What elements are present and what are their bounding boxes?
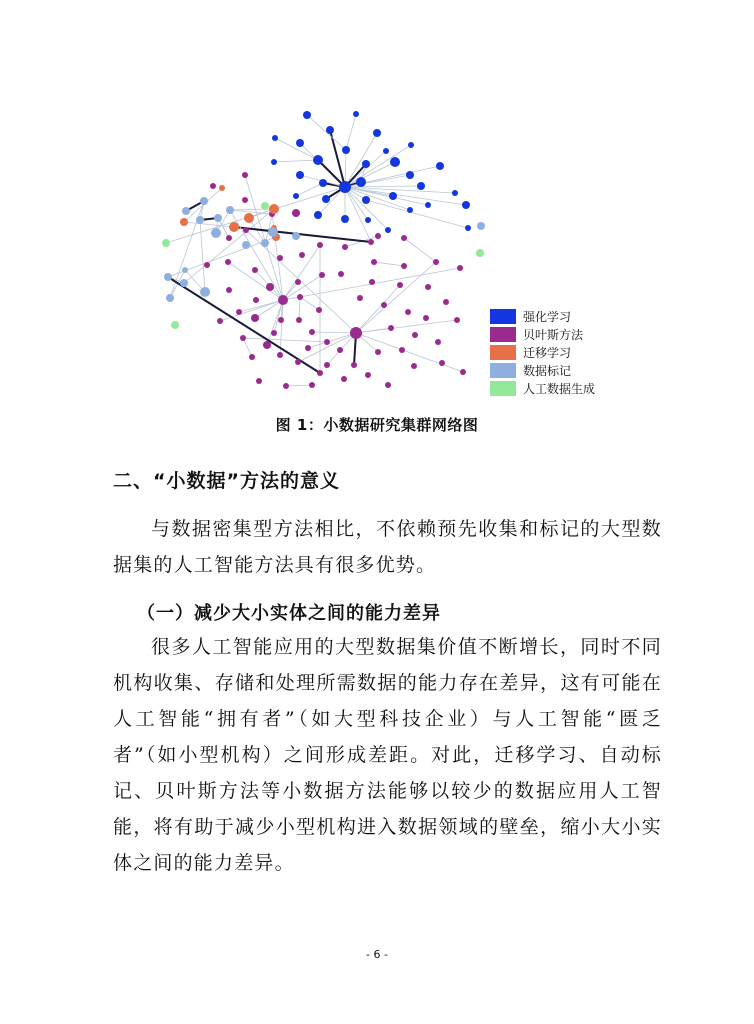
figure-legend <box>490 309 595 396</box>
network-node <box>322 195 330 203</box>
network-node <box>240 335 246 341</box>
network-node <box>268 227 278 237</box>
legend-label: 贝叶斯方法 <box>523 328 584 342</box>
network-node <box>297 294 303 300</box>
network-node <box>454 317 460 323</box>
network-node <box>465 225 471 231</box>
network-edge <box>243 338 327 342</box>
network-node <box>362 196 370 204</box>
network-node <box>182 267 188 273</box>
network-edge <box>307 115 346 150</box>
network-node <box>337 347 343 353</box>
network-node <box>356 177 366 187</box>
network-node <box>425 284 431 290</box>
network-node <box>269 204 279 214</box>
network-node <box>477 222 485 230</box>
network-node <box>180 218 188 226</box>
network-node <box>295 359 301 365</box>
network-node <box>407 207 413 213</box>
network-node <box>365 217 371 223</box>
network-node <box>375 349 381 355</box>
legend-swatch <box>490 363 516 378</box>
network-edge <box>184 222 234 227</box>
network-node <box>381 302 387 308</box>
network-edge <box>286 385 312 386</box>
network-node <box>373 129 381 137</box>
network-node <box>316 307 322 313</box>
network-node <box>229 222 239 232</box>
network-edge <box>346 114 356 150</box>
network-edge <box>234 227 371 242</box>
subsection-heading: （一）减少大小实体之间的能力差异 <box>137 603 441 624</box>
network-node <box>389 192 397 200</box>
network-node <box>166 294 174 302</box>
network-node <box>243 227 249 233</box>
network-node <box>171 321 179 329</box>
network-node <box>371 259 377 265</box>
network-node <box>342 244 348 250</box>
network-edge <box>356 262 436 333</box>
network-node <box>296 317 302 323</box>
section-heading: 二、“小数据”方法的意义 <box>113 470 340 492</box>
network-node <box>385 382 391 388</box>
network-node <box>457 265 463 271</box>
network-node <box>309 329 315 335</box>
figure-caption: 图 1：小数据研究集群网络图 <box>275 416 479 434</box>
network-node <box>299 252 305 258</box>
network-node <box>357 295 363 301</box>
network-node <box>423 315 429 321</box>
legend-swatch <box>490 345 516 360</box>
network-node <box>217 318 223 324</box>
legend-label: 强化学习 <box>523 310 572 324</box>
network-node <box>305 345 311 351</box>
network-node <box>341 376 347 382</box>
network-node <box>219 185 225 191</box>
network-node <box>200 197 208 205</box>
network-edge <box>356 285 400 333</box>
network-node <box>303 111 311 119</box>
network-node <box>162 239 170 247</box>
network-node <box>342 146 350 154</box>
network-node <box>182 207 190 215</box>
network-edge <box>299 297 300 320</box>
network-edge <box>300 297 319 310</box>
page-number: - 6 - <box>366 948 388 961</box>
network-node <box>211 228 221 238</box>
network-edge <box>404 238 436 262</box>
network-node <box>277 352 283 358</box>
network-node <box>369 279 375 285</box>
network-node <box>249 354 255 360</box>
network-node <box>278 317 284 323</box>
network-node <box>292 232 300 240</box>
network-node <box>309 382 315 388</box>
network-node <box>338 271 344 277</box>
legend-label: 数据标记 <box>523 364 572 378</box>
network-node <box>341 215 349 223</box>
network-node <box>180 279 188 287</box>
network-edge <box>356 333 463 372</box>
network-node <box>272 135 278 141</box>
network-edges <box>166 114 468 386</box>
network-node <box>388 325 394 331</box>
network-node <box>436 162 444 170</box>
network-node <box>326 126 334 134</box>
network-node <box>319 179 327 187</box>
network-node <box>368 239 374 245</box>
network-node <box>406 171 414 179</box>
network-node <box>417 182 425 190</box>
legend-label: 迁移学习 <box>523 346 572 360</box>
network-edge <box>168 277 320 373</box>
network-node <box>351 362 357 368</box>
network-node <box>210 183 216 189</box>
network-edge <box>345 187 428 205</box>
network-node <box>390 157 400 167</box>
network-node <box>283 383 289 389</box>
network-node <box>353 111 359 117</box>
network-node <box>253 297 259 303</box>
network-node <box>324 339 330 345</box>
network-node <box>204 262 210 268</box>
cluster-network-figure <box>0 0 754 410</box>
network-node <box>261 239 269 247</box>
network-node <box>164 273 172 281</box>
network-node <box>462 201 470 209</box>
network-edge <box>296 183 323 196</box>
legend-swatch <box>490 309 516 324</box>
network-node <box>375 233 381 239</box>
network-edge <box>356 320 457 333</box>
network-node <box>411 363 417 369</box>
network-node <box>295 279 301 285</box>
network-node <box>460 369 466 375</box>
network-node <box>401 263 407 269</box>
network-edge <box>345 186 421 187</box>
network-node <box>251 314 259 322</box>
network-node <box>385 227 391 233</box>
network-node <box>263 341 271 349</box>
network-node <box>252 267 258 273</box>
network-edge <box>312 332 356 333</box>
intro-paragraph: 与数据密集型方法相比，不依赖预先收集和标记的大型数据集的人工智能方法具有很多优势。 <box>113 518 662 576</box>
network-node <box>350 327 362 339</box>
network-node <box>292 209 300 217</box>
network-node <box>405 309 411 315</box>
network-node <box>433 259 439 265</box>
network-edge <box>345 187 410 210</box>
network-node <box>242 197 248 203</box>
network-node <box>365 372 371 378</box>
network-node <box>271 330 277 336</box>
network-node <box>408 142 414 148</box>
network-node <box>412 332 418 338</box>
network-node <box>196 216 204 224</box>
network-nodes <box>162 111 485 389</box>
legend-swatch <box>490 381 516 396</box>
network-node <box>266 283 274 291</box>
network-edge <box>274 160 318 162</box>
network-node <box>435 339 441 345</box>
network-node <box>439 360 445 366</box>
network-node <box>214 214 222 222</box>
network-node <box>261 202 269 210</box>
network-node <box>314 211 322 219</box>
network-node <box>226 287 232 293</box>
network-node <box>362 160 370 168</box>
network-node <box>200 287 210 297</box>
network-node <box>244 213 254 223</box>
network-node <box>226 235 232 241</box>
network-node <box>236 309 242 315</box>
network-node <box>271 159 277 165</box>
body-paragraph: 很多人工智能应用的大型数据集价值不断增长，同时不同机构收集、存储和处理所需数据的能力存在差异，这有可能在人工智能“拥有者”（如大型科技企业）与人工智能“匮乏者”（如小型机构）之间形成差距。对此，迁移学习、自动标记、贝叶斯方法等小数据方法能够以较少的数据应用人工智能，将有助于减少小型机构进入数据领域的壁垒，缩小大小实体之间的能力差异。 <box>113 636 662 874</box>
network-node <box>401 235 407 241</box>
network-node <box>319 272 325 278</box>
network-edge <box>374 262 404 266</box>
network-node <box>256 378 262 384</box>
network-node <box>425 202 431 208</box>
network-node <box>277 255 283 261</box>
network-node <box>383 148 389 154</box>
network-node <box>339 181 351 193</box>
network-node <box>242 241 250 249</box>
network-node <box>317 242 323 248</box>
network-node <box>443 299 449 305</box>
network-node <box>324 362 330 368</box>
network-edge <box>243 338 252 357</box>
network-node <box>242 172 248 178</box>
network-node <box>296 139 304 147</box>
legend-swatch <box>490 327 516 342</box>
network-node <box>476 249 484 257</box>
network-node <box>313 155 323 165</box>
network-node <box>317 370 323 376</box>
network-node <box>293 193 299 199</box>
network-node <box>397 282 403 288</box>
network-node <box>226 206 234 214</box>
network-node <box>452 190 458 196</box>
legend-label: 人工数据生成 <box>523 382 596 396</box>
network-node <box>296 171 304 179</box>
network-node <box>225 259 231 265</box>
network-node <box>278 295 288 305</box>
network-node <box>399 347 405 353</box>
